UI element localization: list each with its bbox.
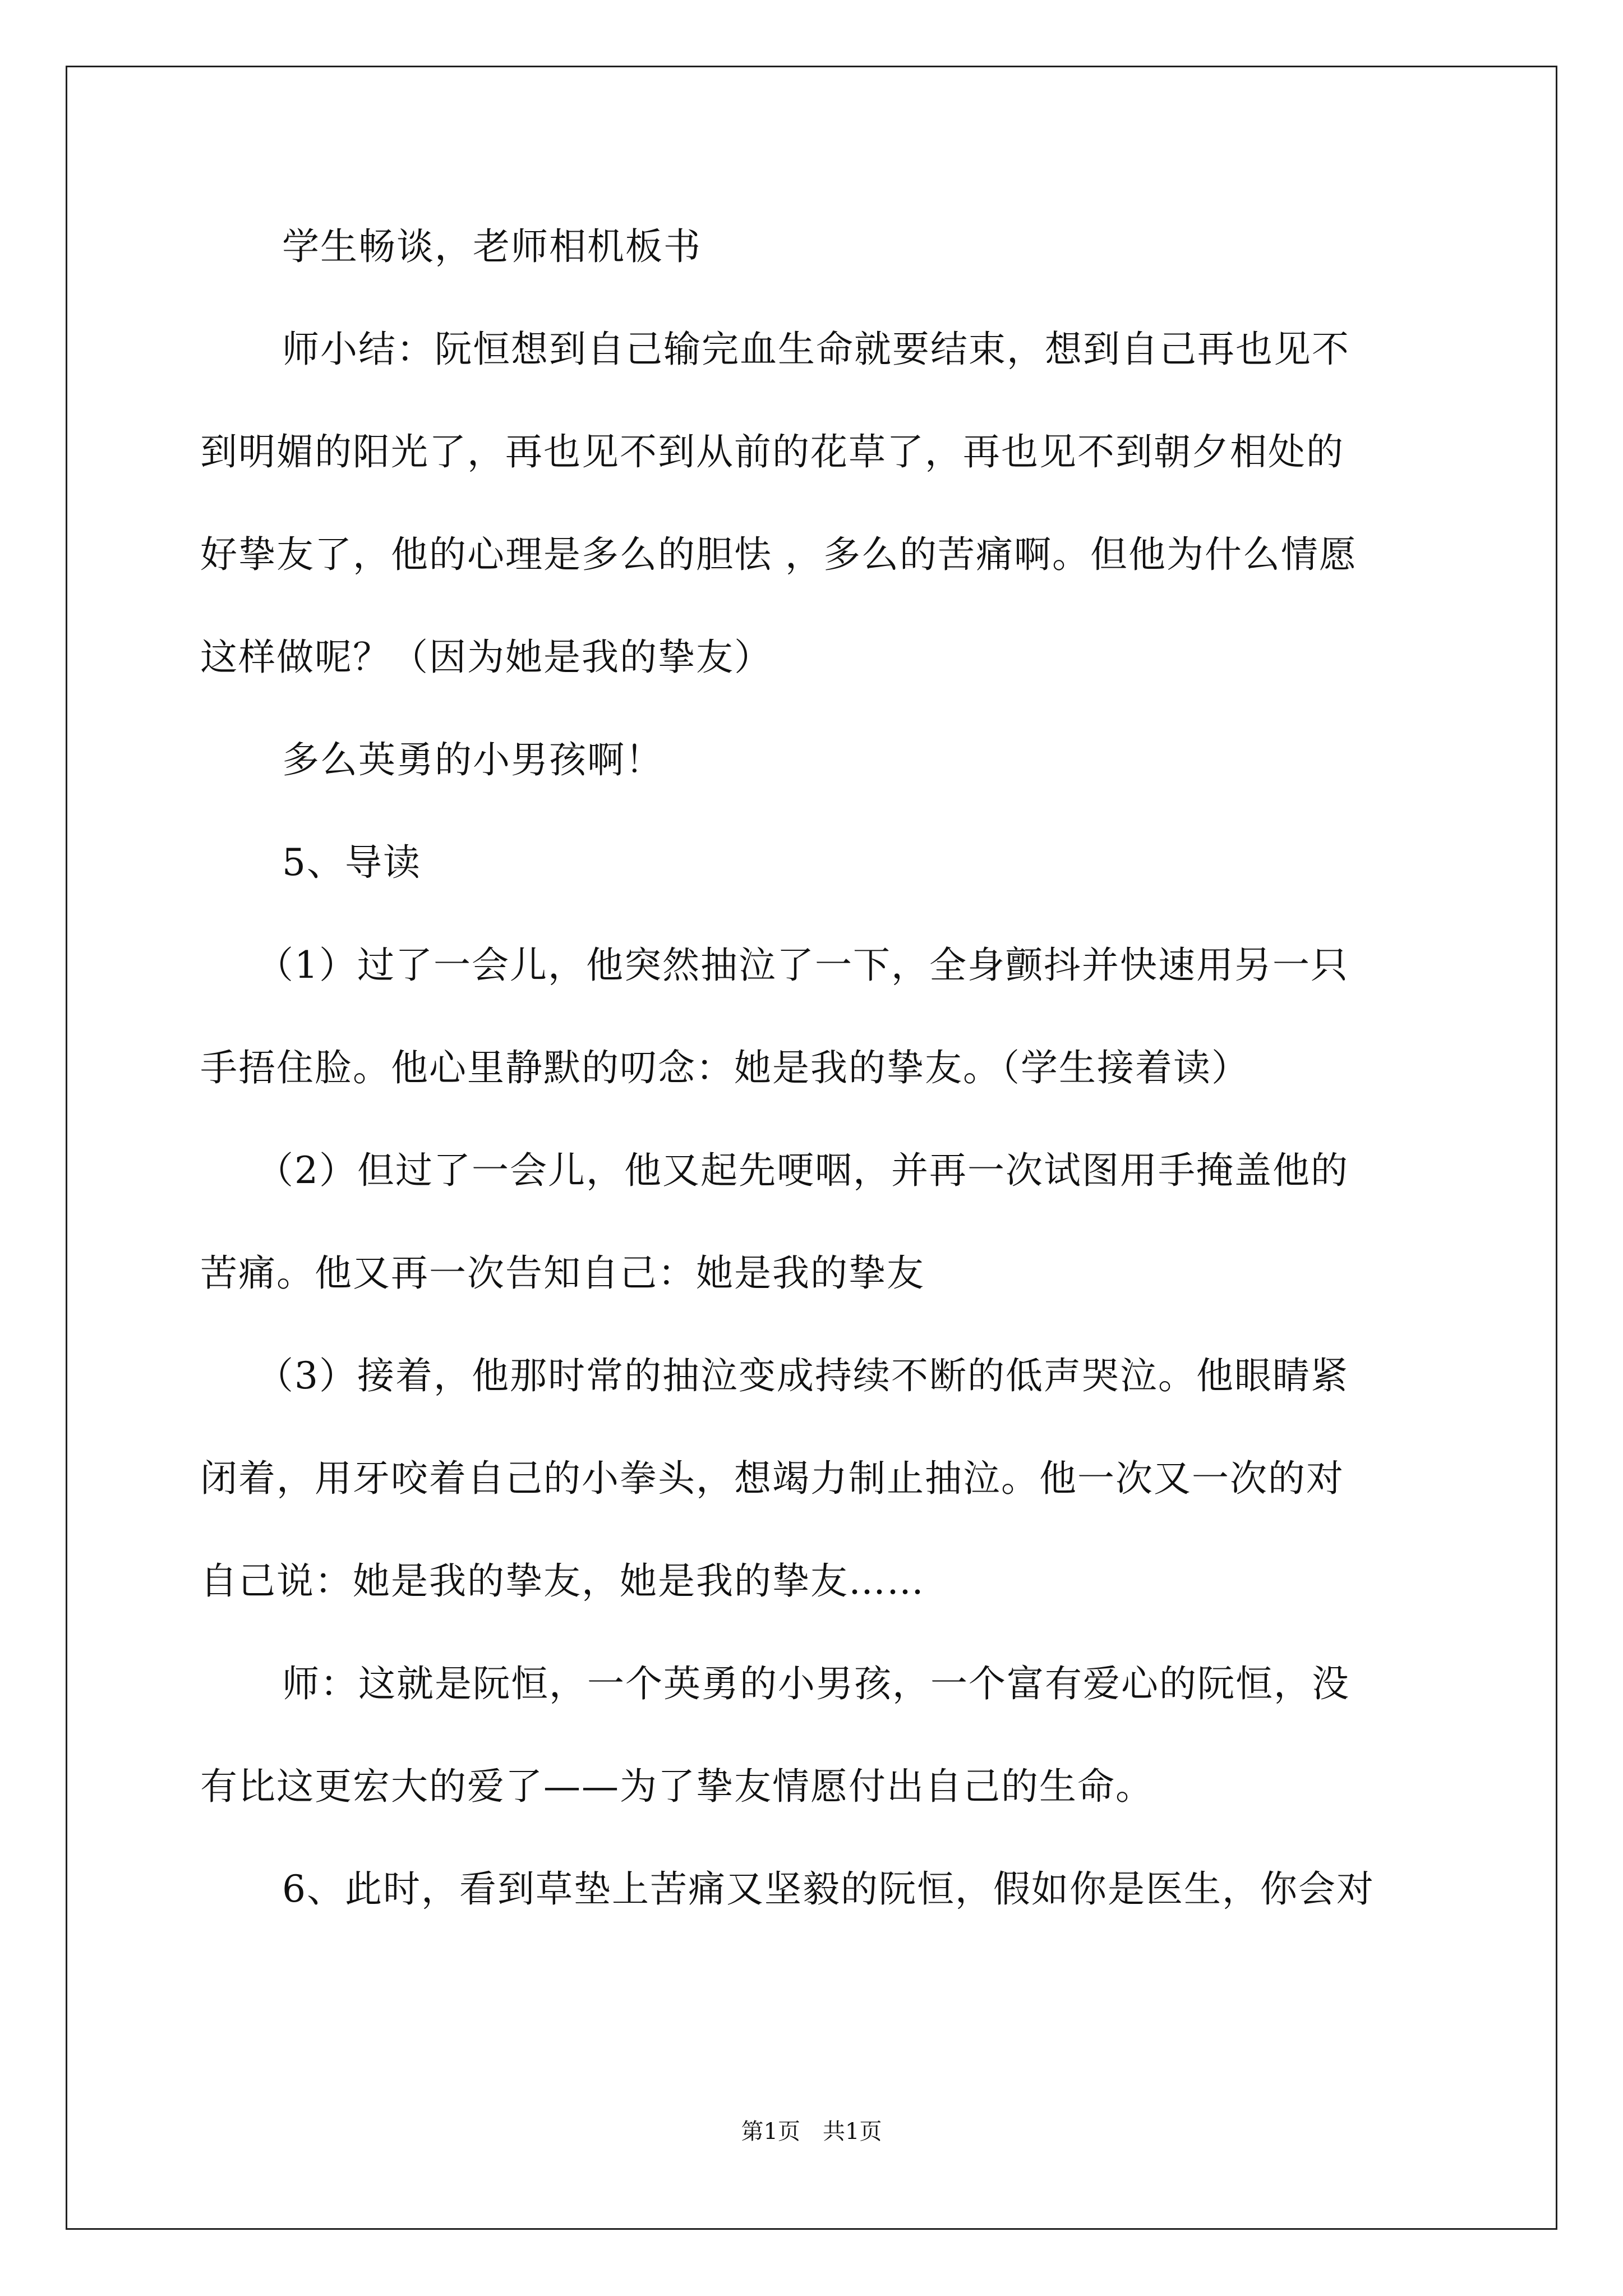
paragraph-line: （1）过了一会儿，他突然抽泣了一下，全身颤抖并快速用另一只 [256,944,1349,987]
section-heading: 5、导读 [282,841,421,884]
paragraph-line: 学生畅谈，老师相机板书 [282,225,702,268]
paragraph-line: 6、此时，看到草垫上苦痛又坚毅的阮恒，假如你是医生，你会对 [282,1867,1375,1911]
paragraph-line: 手捂住脸。他心里静默的叨念：她是我的挚友。（学生接着读） [200,1046,1249,1089]
paragraph-line: 闭着，用牙咬着自己的小拳头，想竭力制止抽泣。他一次又一次的对 [200,1457,1344,1500]
paragraph-line: 好挚友了，他的心理是多么的胆怯 ，多么的苦痛啊。但他为什么情愿 [200,533,1357,576]
paragraph-line: 这样做呢？（因为她是我的挚友） [200,636,772,679]
paragraph-line: 苦痛。他又再一次告知自己：她是我的挚友 [200,1251,925,1295]
paragraph-line: 到明媚的阳光了，再也见不到从前的花草了，再也见不到朝夕相处的 [200,430,1344,473]
paragraph-line: （2）但过了一会儿，他又起先哽咽，并再一次试图用手掩盖他的 [256,1149,1349,1192]
paragraph-line: 自己说：她是我的挚友，她是我的挚友…… [200,1559,925,1603]
paragraph-line: 有比这更宏大的爱了——为了挚友情愿付出自己的生命。 [200,1765,1154,1808]
paragraph-line: 多么英勇的小男孩啊！ [282,738,663,781]
paragraph-line: 师小结：阮恒想到自己输完血生命就要结束，想到自己再也见不 [282,328,1350,371]
page-number: 第1页 共1页 [741,2119,882,2145]
paragraph-line: （3）接着，他那时常的抽泣变成持续不断的低声哭泣。他眼睛紧 [256,1354,1349,1397]
paragraph-line: 师：这就是阮恒，一个英勇的小男孩，一个富有爱心的阮恒，没 [282,1662,1350,1705]
